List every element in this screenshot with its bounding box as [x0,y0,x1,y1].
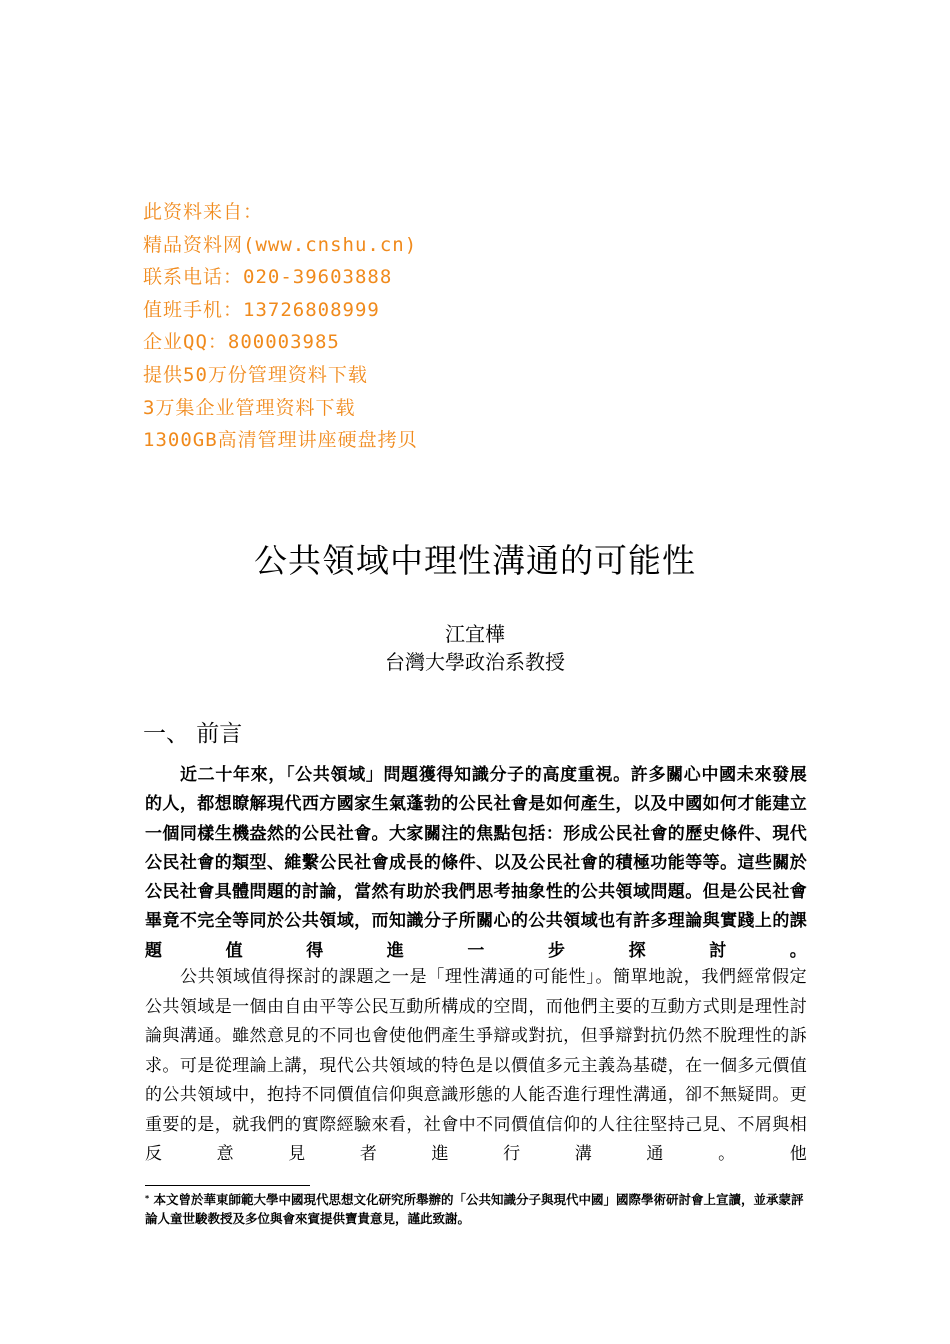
source-info-phone: 联系电话：020-39603888 [143,266,393,289]
paper-affiliation: 台灣大學政治系教授 [385,650,565,674]
source-info-website: 精品资料网(www.cnshu.cn) [143,233,418,256]
source-info-line: 1300GB高清管理讲座硬盘拷贝 [143,429,418,452]
footnote [145,1190,807,1228]
source-info-line: 提供50万份管理资料下载 [143,363,368,386]
section-heading: 一、 前言 [143,721,243,747]
footnote-divider [145,1185,310,1186]
body-paragraph-1: 近二十年來，「公共領域」問題獲得知識分子的高度重視。許多關心中國未來發展的人，都想瞭解現代西方國家生氣蓬勃的公民社會是如何產生，以及中國如何才能建立一個同樣生機盎然的公民社會。大家關注的焦點包括：形成公民社會的歷史條件、現代公民社會的類型、維繫公民社會成長的條件、以及公民社會的積極功能等等。這些關於公民社會具體問題的討論，當然有助於我們思考抽象性的公共領域問題。但是公民社會畢竟不完全等同於公共領域，而知識分子所關心的公共領域也有許多理論與實踐上的課題值得進一步探討。 [145,765,807,961]
paper-title: 公共領域中理性溝通的可能性 [254,541,696,580]
footnote-text: 本文曾於華東師範大學中國現代思想文化研究所舉辦的「公共知識分子與現代中國」國際學術研討會上宣讀，並承蒙評論人童世駿教授及多位與會來賓提供寶貴意見，謹此致謝。 [145,1192,804,1226]
source-info-qq: 企业QQ：800003985 [143,331,340,354]
source-info-line: 3万集企业管理资料下载 [143,396,356,419]
source-info-mobile: 值班手机：13726808999 [143,298,380,321]
source-info-block [143,196,563,457]
body-paragraph-2: 公共領域值得探討的課題之一是「理性溝通的可能性」。簡單地說，我們經常假定公共領域是一個由自由平等公民互動所構成的空間，而他們主要的互動方式則是理性討論與溝通。雖然意見的不同也會使他們產生爭辯或對抗，但爭辯對抗仍然不脫理性的訴求。可是從理論上講，現代公共領域的特色是以價值多元主義為基礎，在一個多元價值的公共領域中，抱持不同價值信仰與意識形態的人能否進行理性溝通，卻不無疑問。更重要的是，就我們的實際經驗來看，社會中不同價值信仰的人往往堅持己見、不屑與相反意見者進行溝通。他 [145,967,807,1164]
paper-author: 江宜樺 [445,622,505,646]
source-info-line: 此资料来自： [143,201,264,223]
footnote-mark: * [145,1194,150,1203]
